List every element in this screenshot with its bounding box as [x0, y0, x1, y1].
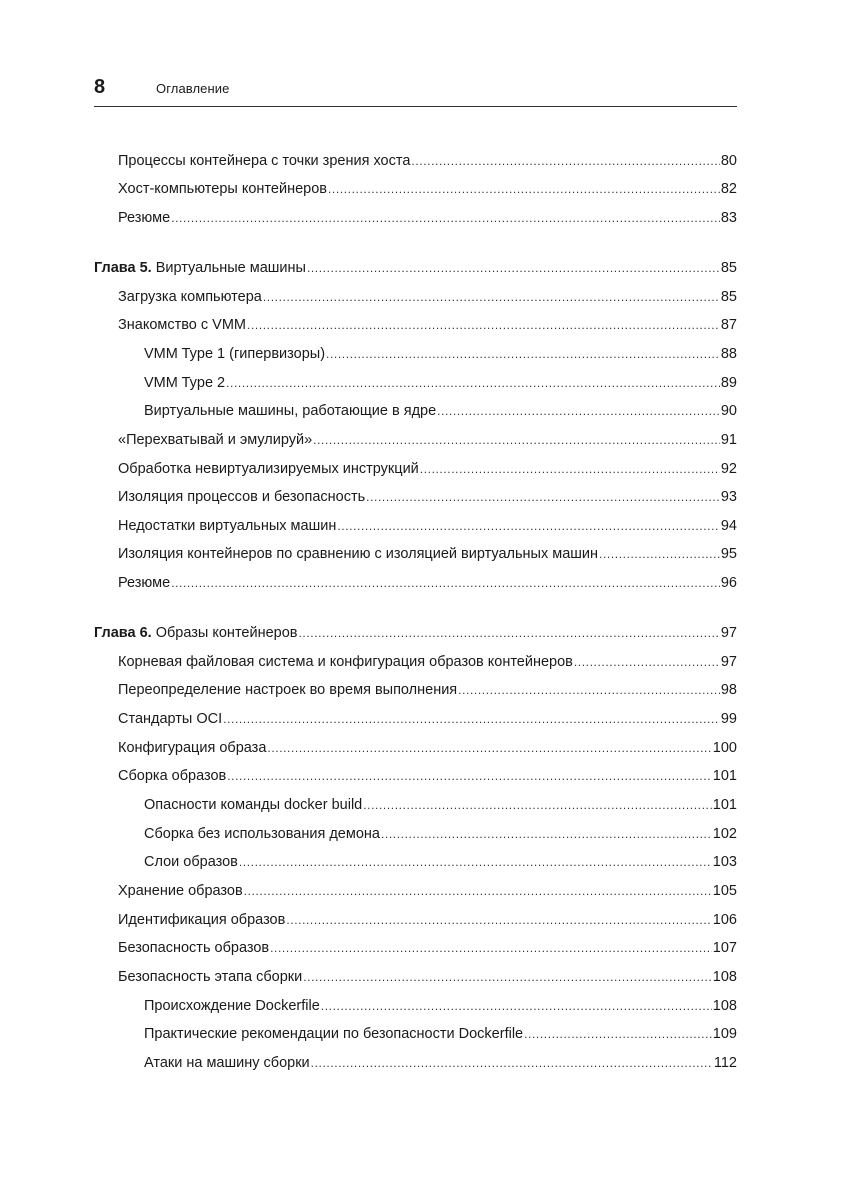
toc-dot-leader — [239, 851, 712, 873]
toc-entry-title — [118, 708, 222, 730]
toc-title-text: Резюме — [118, 575, 171, 591]
toc-chapter-entry — [94, 622, 737, 644]
toc-entry — [144, 1023, 737, 1045]
toc-entry-title — [118, 515, 336, 537]
toc-entry — [118, 486, 737, 508]
toc-dot-leader — [366, 486, 720, 508]
toc-title-text: Загрузка компьютера — [118, 289, 262, 305]
toc-page-number: 105 — [712, 883, 737, 899]
toc-page-number: 85 — [720, 289, 737, 305]
toc-page-number: 93 — [720, 489, 737, 505]
toc-entry — [118, 314, 737, 336]
toc-entry — [144, 823, 737, 845]
toc-entry — [118, 429, 737, 451]
toc-page-number: 87 — [720, 317, 737, 333]
toc-page-number: 108 — [712, 998, 737, 1014]
toc-title-text: Образы контейнеров — [155, 625, 298, 641]
toc-title-text: Безопасность этапа сборки — [118, 969, 303, 985]
toc-entry — [144, 372, 737, 394]
toc-page-number: 102 — [712, 826, 737, 842]
toc-dot-leader — [313, 429, 720, 451]
toc-entry-title — [118, 207, 170, 229]
toc-entry — [118, 286, 737, 308]
toc-entry-title — [144, 1052, 310, 1074]
toc-title-text: Практические рекомендации по безопасности Dockerfile — [144, 1026, 524, 1042]
toc-dot-leader — [524, 1023, 712, 1045]
toc-page-number: 94 — [720, 518, 737, 534]
toc-entry-title — [144, 1023, 523, 1045]
toc-entry — [118, 207, 737, 229]
toc-entry-title — [118, 314, 246, 336]
toc-dot-leader — [599, 543, 720, 565]
toc-entry — [144, 343, 737, 365]
toc-entry — [118, 966, 737, 988]
toc-entry — [118, 937, 737, 959]
toc-entry — [118, 515, 737, 537]
toc-entry-title — [118, 909, 285, 931]
toc-dot-leader — [171, 207, 720, 229]
page-number: 8 — [94, 76, 106, 98]
toc-title-text: Сборка без использования демона — [144, 826, 380, 842]
toc-entry — [118, 150, 737, 172]
toc-title-text: Изоляция процессов и безопасность — [118, 489, 366, 505]
toc-entry-title — [118, 737, 266, 759]
toc-page-number: 103 — [712, 854, 737, 870]
toc-title-text: «Перехватывай и эмулируй» — [118, 432, 313, 448]
toc-entry — [118, 679, 737, 701]
toc-title-text: Знакомство с VMM — [118, 317, 247, 333]
toc-page-number: 91 — [720, 432, 737, 448]
toc-entry — [144, 794, 737, 816]
toc-page-number: 83 — [720, 210, 737, 226]
toc-dot-leader — [307, 257, 720, 279]
toc-dot-leader — [303, 966, 712, 988]
toc-page-number: 100 — [712, 740, 737, 756]
toc-page-number: 89 — [720, 375, 737, 391]
toc-page-number: 112 — [713, 1055, 737, 1071]
toc-entry-title — [144, 794, 362, 816]
toc-page-number: 109 — [712, 1026, 737, 1042]
toc-dot-leader — [574, 651, 720, 673]
toc-title-text: Опасности команды docker build — [144, 797, 363, 813]
toc-title-text: Происхождение Dockerfile — [144, 998, 320, 1014]
toc-entry — [118, 765, 737, 787]
toc-page-number: 98 — [720, 682, 737, 698]
toc-page-number: 85 — [720, 260, 737, 276]
toc-entry-title — [144, 823, 380, 845]
toc-dot-leader — [311, 1052, 713, 1074]
toc-entry-title — [118, 651, 573, 673]
toc-page-number: 96 — [720, 575, 737, 591]
toc-entry-title — [94, 622, 298, 644]
toc-entry-title — [118, 543, 598, 565]
toc-entry-title — [118, 458, 419, 480]
toc-page-number: 82 — [720, 181, 737, 197]
toc-title-text: Обработка невиртуализируемых инструкций — [118, 461, 419, 477]
toc-entry — [118, 880, 737, 902]
toc-title-text: Слои образов — [144, 854, 238, 870]
toc-entry — [144, 851, 737, 873]
toc-entry — [144, 400, 737, 422]
toc-entry-title — [118, 572, 170, 594]
toc-title-text: Сборка образов — [118, 768, 227, 784]
toc-page-number: 80 — [720, 153, 737, 169]
toc-title-text: Хранение образов — [118, 883, 243, 899]
toc-dot-leader — [270, 937, 712, 959]
toc-dot-leader — [299, 622, 720, 644]
toc-entry-title — [94, 257, 306, 279]
toc-entry-title — [118, 286, 262, 308]
toc-entry — [144, 1052, 737, 1074]
toc-entry — [118, 572, 737, 594]
toc-title-text: Резюме — [118, 210, 171, 226]
toc-entry — [118, 543, 737, 565]
toc-entry-title — [144, 372, 225, 394]
toc-page-number: 101 — [712, 768, 737, 784]
toc-title-text: Идентификация образов — [118, 912, 286, 928]
toc-dot-leader — [328, 178, 720, 200]
toc-page-number: 101 — [712, 797, 737, 813]
toc-page-number: 95 — [720, 546, 737, 562]
toc-title-text: Стандарты OCI — [118, 711, 223, 727]
toc-entry-title — [118, 486, 365, 508]
toc-entry-title — [118, 178, 327, 200]
toc-title-text: Виртуальные машины — [155, 260, 306, 276]
toc-chapter-label: Глава 6. — [94, 625, 152, 641]
toc-entry — [118, 651, 737, 673]
toc-entry-title — [118, 937, 269, 959]
toc-dot-leader — [458, 679, 720, 701]
toc-title-text: VMM Type 1 (гипервизоры) — [144, 346, 326, 362]
toc-entry — [118, 178, 737, 200]
toc-dot-leader — [321, 995, 712, 1017]
toc-entry-title — [118, 429, 312, 451]
toc-dot-leader — [247, 314, 720, 336]
toc-title-text: Процессы контейнера с точки зрения хоста — [118, 153, 411, 169]
toc-page-number: 92 — [720, 461, 737, 477]
toc-dot-leader — [244, 880, 712, 902]
toc-entry-title — [118, 765, 226, 787]
toc-entry-title — [118, 679, 457, 701]
toc-dot-leader — [263, 286, 720, 308]
toc-title-text: Переопределение настроек во время выполнения — [118, 682, 458, 698]
toc-dot-leader — [227, 765, 712, 787]
toc-dot-leader — [437, 400, 720, 422]
toc-title-text: Недостатки виртуальных машин — [118, 518, 337, 534]
toc-entry-title — [118, 966, 302, 988]
toc-page-number: 108 — [712, 969, 737, 985]
toc-entry-title — [118, 150, 410, 172]
toc-chapter-entry — [94, 257, 737, 279]
toc-entry — [118, 737, 737, 759]
toc-entry — [118, 708, 737, 730]
toc-dot-leader — [226, 372, 720, 394]
toc-entry-title — [118, 880, 243, 902]
toc-dot-leader — [326, 343, 720, 365]
toc-dot-leader — [286, 909, 711, 931]
toc-dot-leader — [337, 515, 720, 537]
toc-page-number: 107 — [712, 940, 737, 956]
toc-entry-title — [144, 995, 320, 1017]
toc-entry — [118, 458, 737, 480]
toc-page-number: 90 — [720, 403, 737, 419]
toc-dot-leader — [223, 708, 720, 730]
toc-dot-leader — [420, 458, 720, 480]
toc-entry — [118, 909, 737, 931]
toc-dot-leader — [411, 150, 719, 172]
toc-title-text: Конфигурация образа — [118, 740, 267, 756]
toc-title-text: Виртуальные машины, работающие в ядре — [144, 403, 437, 419]
running-title: Оглавление — [156, 81, 230, 96]
toc-title-text: Атаки на машину сборки — [144, 1055, 310, 1071]
toc-entry-title — [144, 400, 436, 422]
toc-entry — [144, 995, 737, 1017]
toc-title-text: VMM Type 2 — [144, 375, 226, 391]
toc-title-text: Изоляция контейнеров по сравнению с изоляцией виртуальных машин — [118, 546, 599, 562]
toc-title-text: Корневая файловая система и конфигурация образов контейнеров — [118, 654, 573, 670]
toc-dot-leader — [363, 794, 712, 816]
toc-page-number: 99 — [720, 711, 737, 727]
toc-page-number: 97 — [720, 625, 737, 641]
toc-title-text: Хост-компьютеры контейнеров — [118, 181, 327, 197]
toc-dot-leader — [267, 737, 711, 759]
toc-page-number: 88 — [720, 346, 737, 362]
toc-title-text: Безопасность образов — [118, 940, 270, 956]
toc-page-number: 97 — [720, 654, 737, 670]
toc-page-number: 106 — [712, 912, 737, 928]
toc-dot-leader — [381, 823, 712, 845]
toc-chapter-label: Глава 5. — [94, 260, 152, 276]
toc-dot-leader — [171, 572, 720, 594]
toc-entry-title — [144, 343, 325, 365]
toc-entry-title — [144, 851, 238, 873]
